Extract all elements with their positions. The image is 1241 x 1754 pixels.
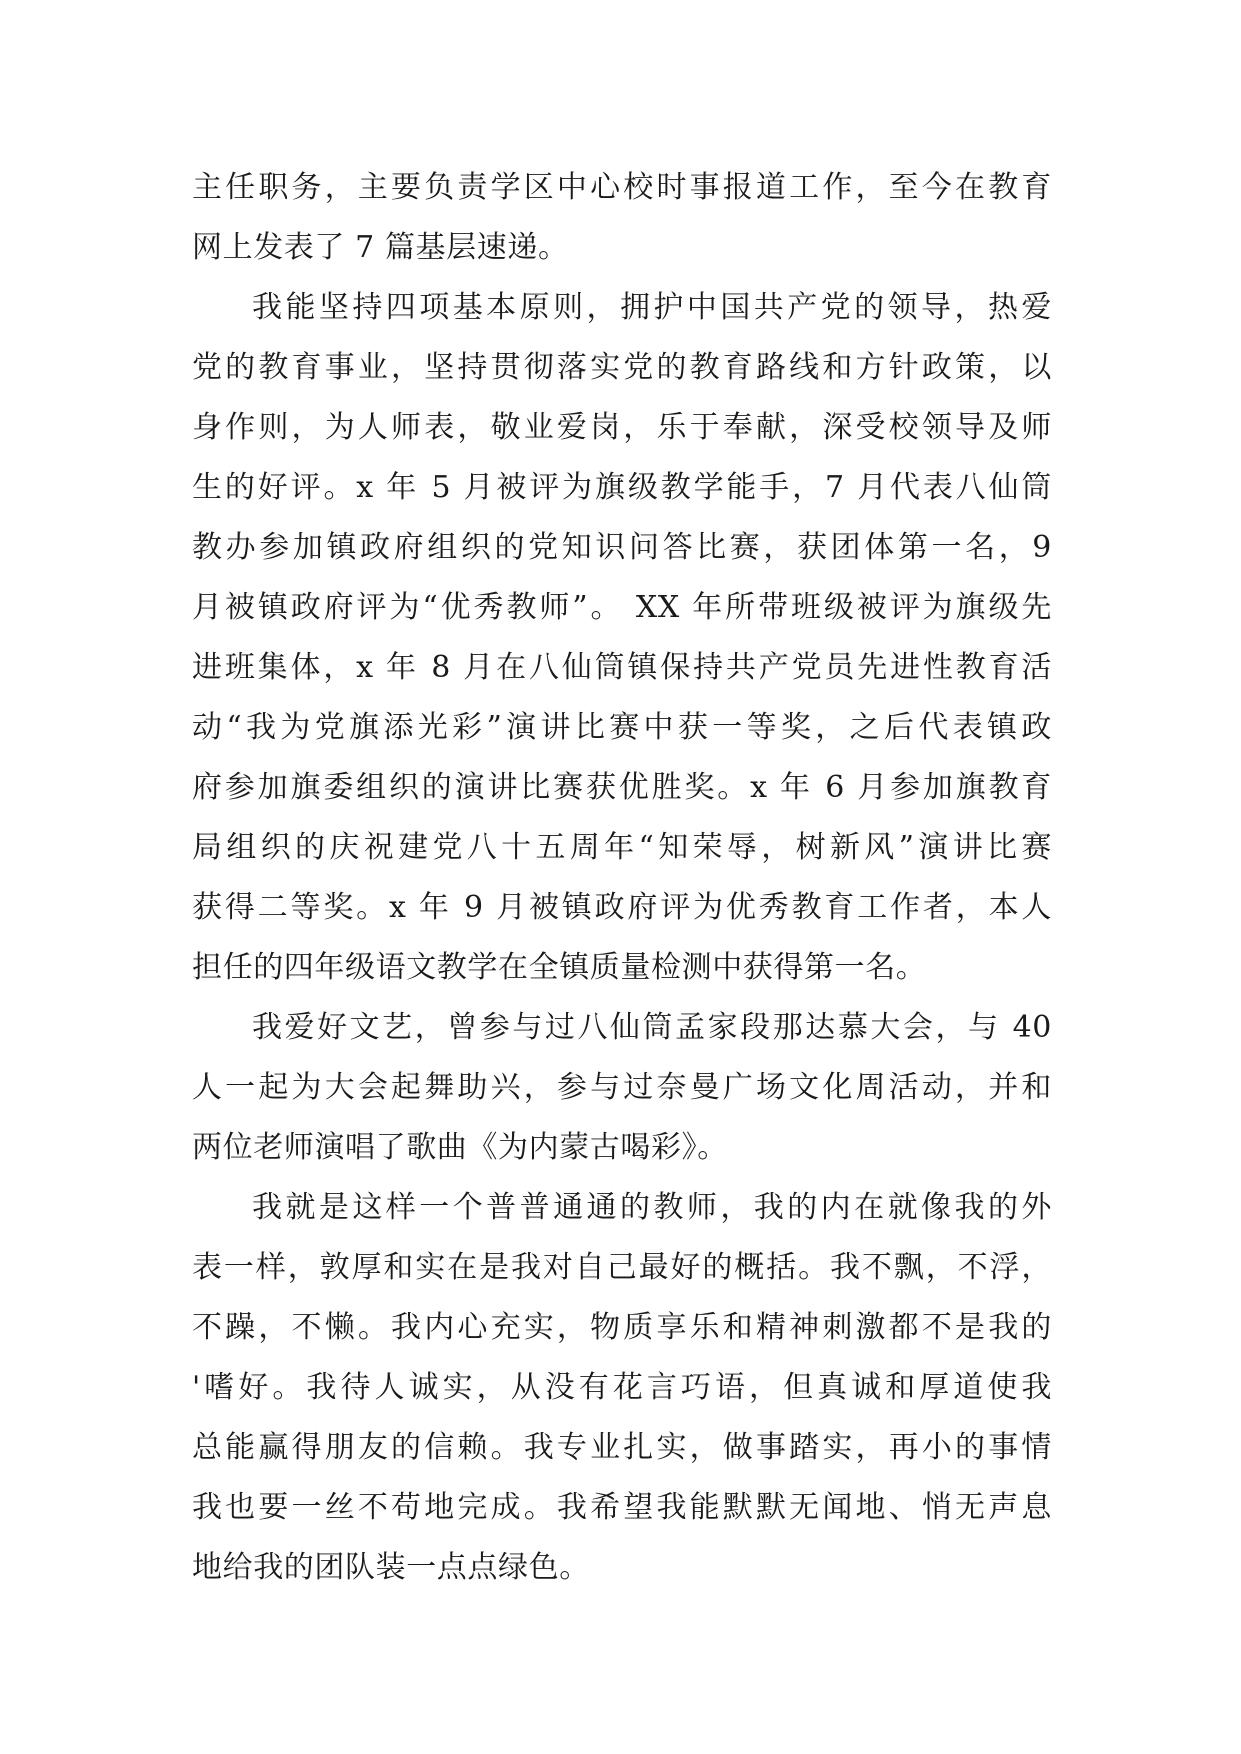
text-line: 不躁，不懒。我内心充实，物质享乐和精神刺激都不是我的 bbox=[192, 1310, 1052, 1345]
text-line: 我爱好文艺，曾参与过八仙筒孟家段那达慕大会，与 40 bbox=[252, 1010, 1052, 1045]
text-line: 人一起为大会起舞助兴，参与过奈曼广场文化周活动，并和 bbox=[192, 1070, 1052, 1105]
text-line: 动“我为党旗添光彩”演讲比赛中获一等奖，之后代表镇政 bbox=[192, 710, 1052, 745]
text-line: 我能坚持四项基本原则，拥护中国共产党的领导，热爱 bbox=[252, 290, 1052, 325]
document-body bbox=[192, 158, 1052, 1598]
text-line: 府参加旗委组织的演讲比赛获优胜奖。x 年 6 月参加旗教育 bbox=[192, 770, 1052, 805]
text-line: 总能赢得朋友的信赖。我专业扎实，做事踏实，再小的事情 bbox=[192, 1430, 1052, 1465]
text-line: 两位老师演唱了歌曲《为内蒙古喝彩》。 bbox=[192, 1130, 728, 1165]
text-line: 地给我的团队装一点点绿色。 bbox=[192, 1550, 590, 1585]
paragraph-2 bbox=[192, 278, 1052, 998]
paragraph-3 bbox=[192, 998, 1052, 1178]
text-line: 网上发表了 7 篇基层速递。 bbox=[192, 230, 569, 265]
paragraph-1 bbox=[192, 158, 1052, 278]
text-line: 我也要一丝不苟地完成。我希望我能默默无闻地、悄无声息 bbox=[192, 1490, 1052, 1525]
text-line: 月被镇政府评为“优秀教师”。 XX 年所带班级被评为旗级先 bbox=[192, 590, 1052, 625]
text-line: 生的好评。x 年 5 月被评为旗级教学能手，7 月代表八仙筒 bbox=[192, 470, 1052, 505]
text-line: 局组织的庆祝建党八十五周年“知荣辱，树新风”演讲比赛 bbox=[192, 830, 1052, 865]
text-line: '嗜好。我待人诚实，从没有花言巧语，但真诚和厚道使我 bbox=[192, 1370, 1052, 1405]
paragraph-4 bbox=[192, 1178, 1052, 1598]
text-line: 教办参加镇政府组织的党知识问答比赛，获团体第一名，9 bbox=[192, 530, 1052, 565]
text-line: 党的教育事业，坚持贯彻落实党的教育路线和方针政策，以 bbox=[192, 350, 1052, 385]
text-line: 主任职务，主要负责学区中心校时事报道工作，至今在教育 bbox=[192, 170, 1052, 205]
text-line: 我就是这样一个普普通通的教师，我的内在就像我的外 bbox=[252, 1190, 1052, 1225]
text-line: 获得二等奖。x 年 9 月被镇政府评为优秀教育工作者，本人 bbox=[192, 890, 1052, 925]
text-line: 进班集体，x 年 8 月在八仙筒镇保持共产党员先进性教育活 bbox=[192, 650, 1052, 685]
text-line: 身作则，为人师表，敬业爱岗，乐于奉献，深受校领导及师 bbox=[192, 410, 1052, 445]
text-line: 表一样，敦厚和实在是我对自己最好的概括。我不飘，不浮， bbox=[192, 1250, 1052, 1285]
text-line: 担任的四年级语文教学在全镇质量检测中获得第一名。 bbox=[192, 950, 927, 985]
